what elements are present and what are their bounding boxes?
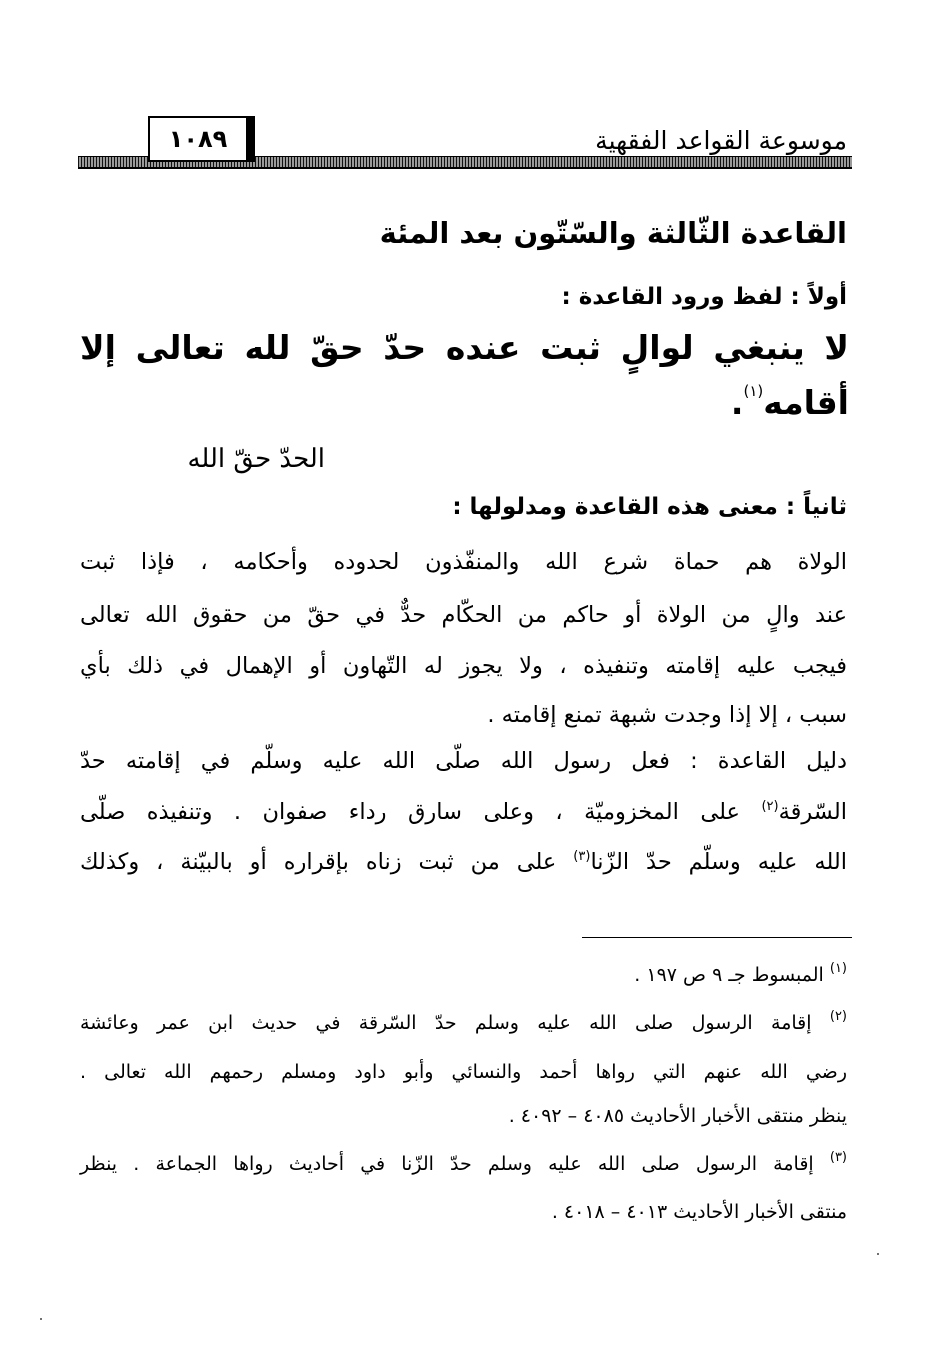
footnote-3 [80,1150,847,1175]
page-number: ١٠٨٩ [168,125,228,153]
page-number-box [148,116,255,162]
book-title: موسوعة القواعد الفقهية [595,126,847,155]
section-1-heading: أولاً : لفظ ورود القاعدة : [561,284,847,310]
footnote-text: المبسوط جـ ٩ ص ١٩٧ . [634,964,830,986]
rule-title: القاعدة الثّالثة والسّتّون بعد المئة [379,216,847,250]
footnote-ref-3: (٣) [573,849,591,864]
calligraphy-phrase: الحدّ حقّ الله [187,444,325,474]
footnote-marker: (٢) [829,1009,847,1024]
footnote-ref-2: (٢) [761,799,779,814]
body-text: على من ثبت زناه بإقراره أو بالبيّنة ، وكذلك [80,849,574,875]
body-text: الله عليه وسلّم حدّ الزّنا [590,849,848,875]
footnote-1 [80,961,847,986]
body-line: عند والٍ من الولاة أو حاكم من الحكّام حدٌّ في حقّ من حقوق الله تعالى [80,602,847,628]
footnote-3-line: منتقى الأخبار الأحاديث ٤٠١٣ – ٤٠١٨ . [551,1201,847,1223]
section-2-heading: ثانياً : معنى هذه القاعدة ومدلولها : [452,494,847,520]
body-line: فيجب عليه إقامته وتنفيذه ، ولا يجوز له التّهاون أو الإهمال في ذلك بأي [80,653,847,679]
body-line: سبب ، إلا إذا وجدت شبهة تمنع إقامته . [487,702,847,728]
rule-text-line-1: لا ينبغي لوالٍ ثبت عنده حدّ حقّ لله تعالى إلا [80,328,849,367]
footnote-marker: (١) [829,961,847,976]
rule-text-period: . [730,383,744,422]
scan-speck [40,1318,42,1320]
footnote-text: إقامة الرسول صلى الله عليه وسلم حدّ السّرقة في حديث ابن عمر وعائشة [80,1012,830,1034]
footnote-2-line: ينظر منتقى الأخبار الأحاديث ٤٠٨٥ – ٤٠٩٢ . [508,1105,847,1127]
footnote-2 [80,1009,847,1034]
footnote-separator [582,937,852,938]
body-line [80,799,847,825]
rule-text-word: أقامه [763,383,849,422]
footnote-2-line: رضي الله عنهم التي رواها أحمد والنسائي وأبو داود ومسلم رحمهم الله تعالى . [80,1061,847,1083]
rule-text-line-2 [731,382,849,422]
body-line [80,849,847,875]
footnote-ref-1: (١) [743,382,764,400]
scan-speck [877,1253,879,1255]
body-text: على المخزوميّة ، وعلى سارق رداء صفوان . وتنفيذه صلّى [80,799,762,825]
body-line: الولاة هم حماة شرع الله والمنفّذون لحدوده وأحكامه ، فإذا ثبت [80,549,847,575]
footnote-marker: (٣) [829,1150,847,1165]
body-line: دليل القاعدة : فعل رسول الله صلّى الله عليه وسلّم في إقامته حدّ [80,748,847,774]
body-text: السّرقة [778,799,847,825]
footnote-text: إقامة الرسول صلى الله عليه وسلم حدّ الزّنا في أحاديث رواها الجماعة . ينظر [80,1153,830,1175]
